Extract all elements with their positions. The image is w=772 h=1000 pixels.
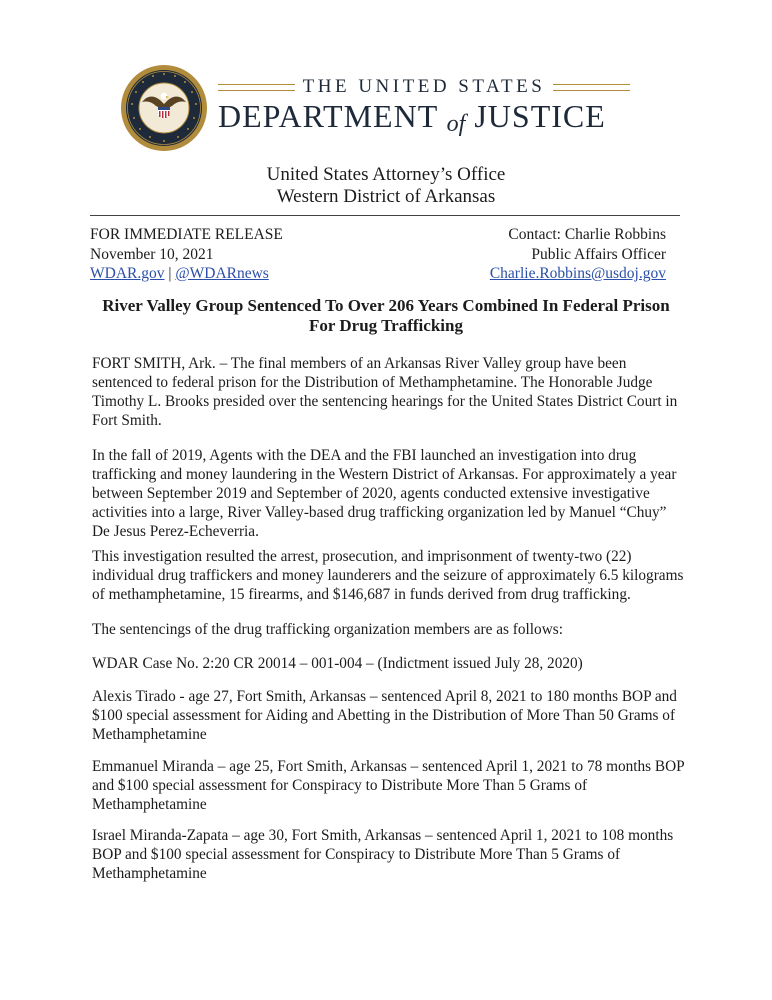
contact-title: Public Affairs Officer bbox=[531, 245, 666, 263]
letterhead-department bbox=[218, 98, 638, 142]
release-date: November 10, 2021 bbox=[90, 245, 214, 263]
paragraph-case-number-text: WDAR Case No. 2:20 CR 20014 – 001-004 – (Indictment issued July 28, 2020) bbox=[92, 655, 583, 672]
paragraph-results-text: This investigation resulted the arrest, prosecution, and imprisonment of twenty-two (22) individual drug traffickers and money launderers and the seizure of approximately 6.5 kilograms of methamphetamine, 15 firearms, and $146,687 in funds derived from drug trafficking. bbox=[92, 548, 684, 603]
sentencing-entry bbox=[92, 757, 688, 814]
release-status: FOR IMMEDIATE RELEASE bbox=[90, 226, 283, 243]
wdar-social-link[interactable]: @WDARnews bbox=[175, 265, 269, 282]
link-separator: | bbox=[164, 265, 176, 282]
letterhead-united-states: THE UNITED STATES bbox=[302, 76, 546, 97]
sentencing-entry bbox=[92, 826, 688, 883]
paragraph-case-number bbox=[92, 654, 688, 673]
paragraph-intro bbox=[92, 354, 688, 430]
sentencing-entry-text: Alexis Tirado - age 27, Fort Smith, Arkansas – sentenced April 8, 2021 to 180 months BOP and $100 special assessment for Aiding and Abetting in the Distribution of More Than 50 Grams of Methamphetamine bbox=[92, 688, 677, 743]
letterhead-justice-word: JUSTICE bbox=[474, 98, 606, 134]
office-name: United States Attorney’s Office bbox=[266, 164, 506, 185]
letterhead-rule-left bbox=[218, 84, 295, 91]
contact-email-link[interactable]: Charlie.Robbins@usdoj.gov bbox=[489, 265, 666, 282]
release-links bbox=[90, 264, 283, 284]
paragraph-results bbox=[92, 547, 688, 604]
contact-info bbox=[490, 225, 666, 284]
headline-line-1: River Valley Group Sentenced To Over 206 Years Combined In Federal Prison bbox=[102, 296, 670, 315]
paragraph-sentencings-intro-text: The sentencings of the drug trafficking organization members are as follows: bbox=[92, 621, 563, 638]
wdar-site-link[interactable]: WDAR.gov bbox=[90, 265, 165, 282]
doj-seal-icon bbox=[120, 64, 208, 152]
letterhead-top-line bbox=[218, 76, 630, 98]
paragraph-investigation-text: In the fall of 2019, Agents with the DEA and the FBI launched an investigation into drug trafficking and money laundering in the Western District of Arkansas. For approximately a year between September 2019 and September of 2020, agents conducted extensive investigative activities into a large, River Valley-based drug trafficking organization led by Manuel “Chuy” De Jesus Perez-Echeverria. bbox=[92, 447, 677, 540]
letterhead-department-word: DEPARTMENT bbox=[218, 98, 438, 134]
contact-name: Contact: Charlie Robbins bbox=[508, 226, 666, 243]
sentencing-entry-text: Emmanuel Miranda – age 25, Fort Smith, Arkansas – sentenced April 1, 2021 to 78 months BOP and $100 special assessment for Conspiracy to Distribute More Than 5 Grams of Methamphetamine bbox=[92, 758, 685, 813]
paragraph-investigation bbox=[92, 446, 688, 541]
release-info bbox=[90, 225, 283, 284]
headline-line-2: For Drug Trafficking bbox=[309, 316, 463, 335]
page-title bbox=[70, 296, 702, 336]
letterhead-rule-right bbox=[553, 84, 630, 91]
paragraph-intro-text: FORT SMITH, Ark. – The final members of an Arkansas River Valley group have been sentenced to federal prison for the Distribution of Methamphetamine. The Honorable Judge Timothy L. Brooks presided over the sentencing hearings for the United States District Court in Fort Smith. bbox=[92, 355, 678, 429]
sentencing-entry bbox=[92, 687, 688, 744]
sentencing-entry-text: Israel Miranda-Zapata – age 30, Fort Smith, Arkansas – sentenced April 1, 2021 to 108 months BOP and $100 special assessment for Conspiracy to Distribute More Than 5 Grams of Methamphetamine bbox=[92, 827, 674, 882]
letterhead-of-word: of bbox=[446, 111, 466, 137]
office-district: Western District of Arkansas bbox=[276, 186, 496, 207]
header-divider bbox=[90, 215, 680, 216]
paragraph-sentencings-intro bbox=[92, 620, 688, 639]
